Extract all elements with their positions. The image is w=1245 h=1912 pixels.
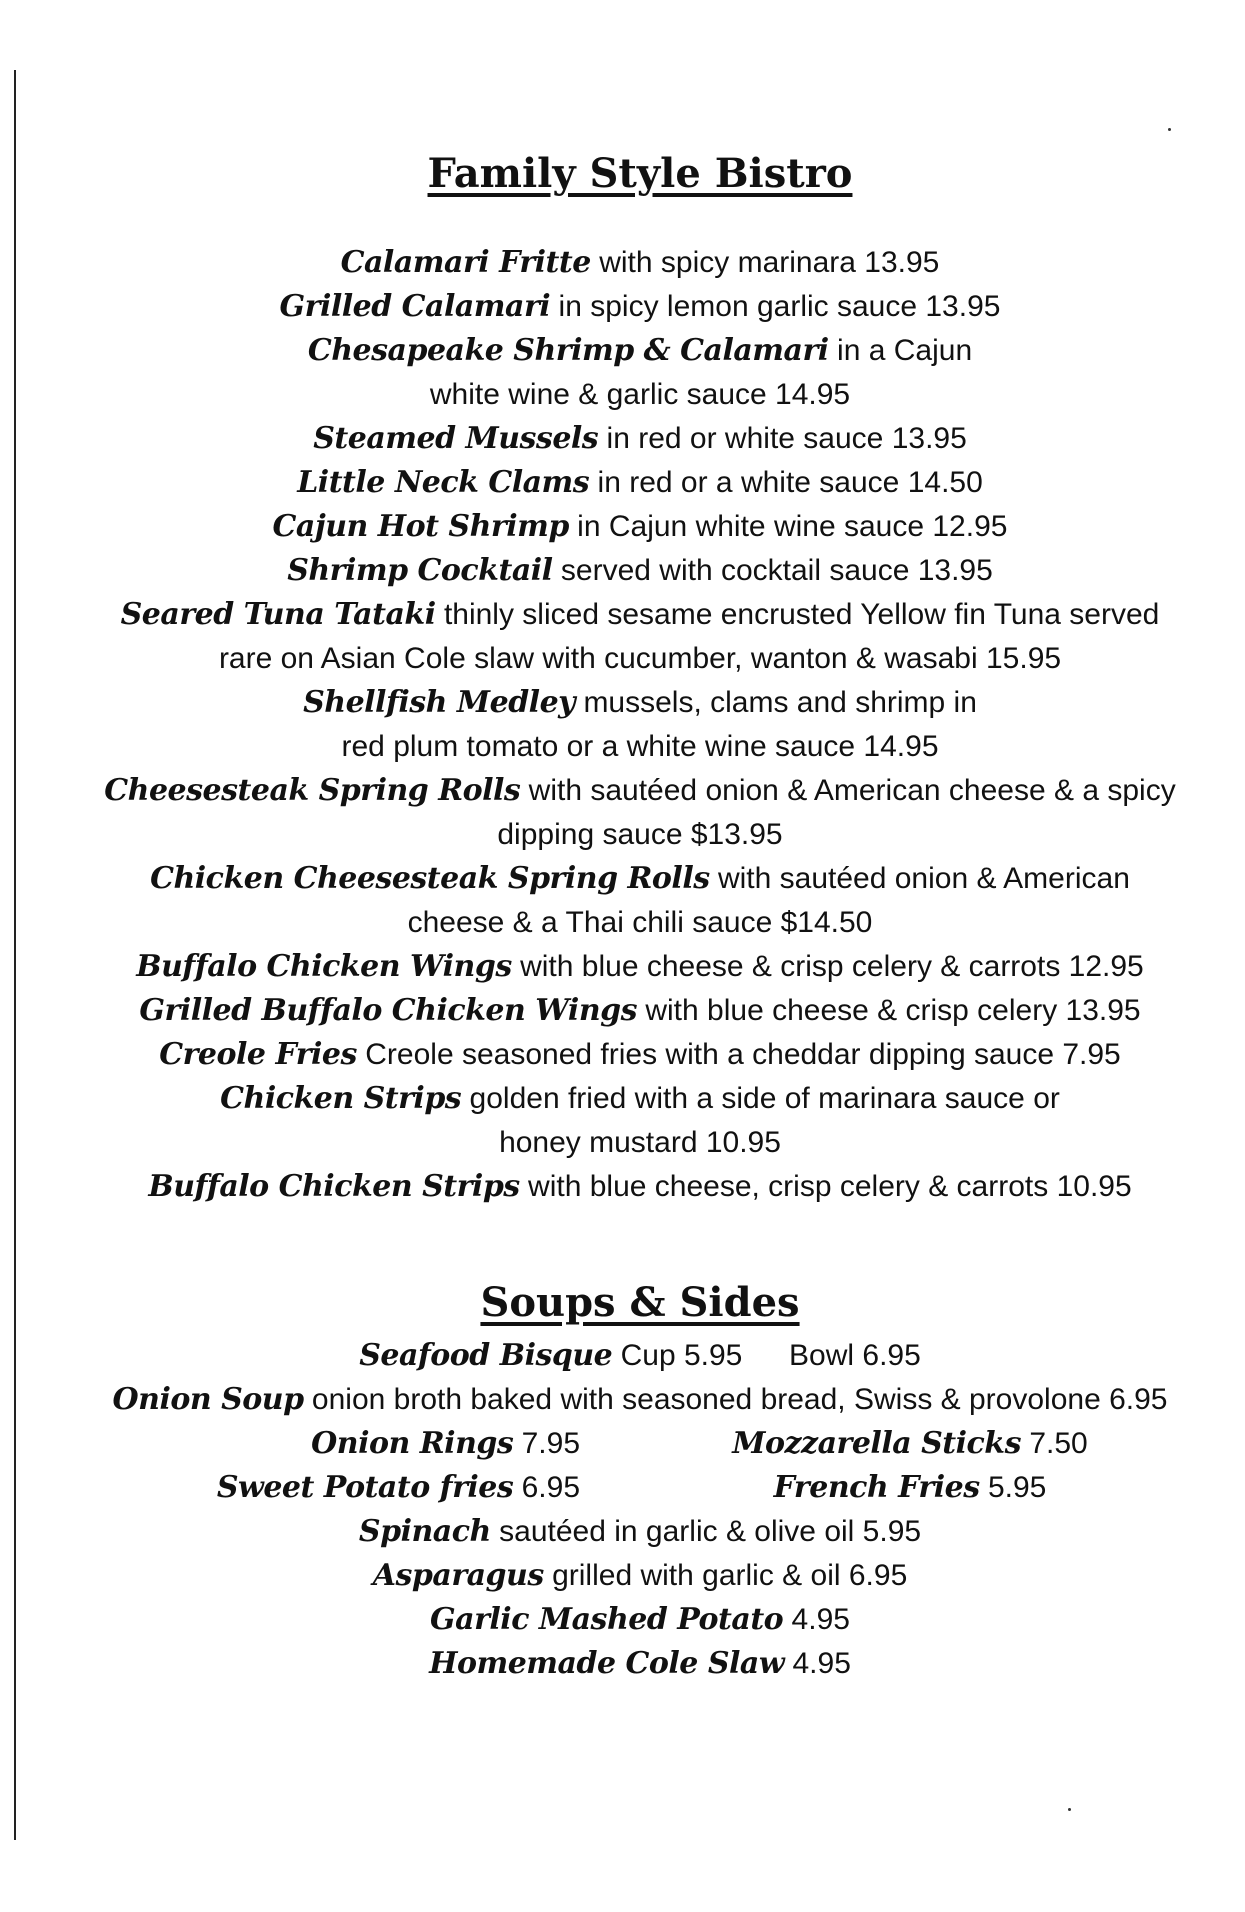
item-description-continued: honey mustard 10.95	[499, 1126, 781, 1159]
item-price: 5.95	[987, 1471, 1047, 1504]
item-name: Garlic Mashed Potato	[430, 1602, 784, 1637]
item-description: golden fried with a side of marinara sauce or	[469, 1082, 1060, 1115]
menu-item	[60, 505, 1220, 549]
item-description: 4.95	[791, 1603, 850, 1636]
item-name: Onion Soup	[112, 1382, 304, 1417]
item-name: Cajun Hot Shrimp	[272, 509, 569, 544]
item-name: Buffalo Chicken Strips	[148, 1169, 520, 1204]
item-name: Grilled Buffalo Chicken Wings	[139, 993, 637, 1028]
item-description: with blue cheese & crisp celery & carrots 12.95	[520, 950, 1144, 983]
item-description: with spicy marinara 13.95	[599, 246, 940, 279]
item-description: sautéed in garlic & olive oil 5.95	[499, 1515, 922, 1548]
item-description: with blue cheese & crisp celery 13.95	[645, 994, 1141, 1027]
menu-item	[60, 329, 1220, 373]
item-price: 7.95	[521, 1427, 580, 1460]
menu-item-pair	[60, 1466, 1220, 1510]
item-description: with sautéed onion & American cheese & a spicy	[528, 774, 1176, 807]
item-description-continued: red plum tomato or a white wine sauce 14.95	[341, 730, 939, 763]
menu-item-seafood-bisque	[60, 1334, 1220, 1378]
menu-item	[60, 989, 1220, 1033]
menu-item	[60, 1033, 1220, 1077]
item-name: Cheesesteak Spring Rolls	[104, 773, 521, 808]
menu-item	[60, 461, 1220, 505]
item-name: Steamed Mussels	[313, 421, 599, 456]
scan-speck	[1168, 128, 1171, 131]
item-description: thinly sliced sesame encrusted Yellow fin Tuna served	[443, 598, 1160, 631]
item-description: in red or white sauce 13.95	[606, 422, 967, 455]
item-name: Chicken Strips	[220, 1081, 462, 1116]
margin-rule	[14, 70, 16, 1840]
item-description: Creole seasoned fries with a cheddar dipping sauce 7.95	[365, 1038, 1121, 1071]
item-description: with sautéed onion & American	[717, 862, 1130, 895]
item-description: grilled with garlic & oil 6.95	[552, 1559, 908, 1592]
section-title-soups: Soups & Sides	[480, 1279, 800, 1326]
item-description-continued: white wine & garlic sauce 14.95	[429, 378, 851, 411]
item-name: Sweet Potato fries	[216, 1470, 514, 1505]
item-description: 4.95	[792, 1647, 851, 1680]
menu-item	[60, 1554, 1220, 1598]
menu-item	[60, 1510, 1220, 1554]
item-name: Creole Fries	[159, 1037, 357, 1072]
item-description: with blue cheese, crisp celery & carrots 10.95	[528, 1170, 1132, 1203]
menu-item	[60, 593, 1220, 637]
item-description: served with cocktail sauce 13.95	[560, 554, 993, 587]
bistro-item-list	[60, 241, 1220, 1209]
item-name: Seared Tuna Tataki	[120, 597, 436, 632]
menu-item	[60, 1077, 1220, 1121]
item-name: Shellfish Medley	[303, 685, 576, 720]
item-price: 6.95	[521, 1471, 580, 1504]
item-description: mussels, clams and shrimp in	[583, 686, 977, 719]
item-name: Calamari Fritte	[340, 245, 591, 280]
item-price: 7.50	[1029, 1427, 1088, 1460]
menu-item	[60, 769, 1220, 813]
menu-page	[60, 150, 1220, 1686]
menu-item	[60, 1642, 1220, 1686]
item-name: Chesapeake Shrimp & Calamari	[307, 333, 829, 368]
item-name: Spinach	[358, 1514, 491, 1549]
menu-item	[60, 945, 1220, 989]
item-description: onion broth baked with seasoned bread, Swiss & provolone 6.95	[311, 1383, 1168, 1416]
menu-item	[60, 1165, 1220, 1209]
menu-item	[60, 549, 1220, 593]
menu-item	[60, 857, 1220, 901]
menu-item	[60, 241, 1220, 285]
menu-item-pair	[60, 1422, 1220, 1466]
item-name: Homemade Cole Slaw	[429, 1646, 785, 1681]
item-name: Asparagus	[372, 1558, 544, 1593]
item-cup-price: Cup 5.95	[620, 1339, 743, 1372]
item-name: Chicken Cheesesteak Spring Rolls	[150, 861, 710, 896]
item-description: in red or a white sauce 14.50	[597, 466, 983, 499]
scan-speck	[1068, 1808, 1071, 1811]
section-title-bistro: Family Style Bistro	[427, 150, 853, 197]
item-description-continued: rare on Asian Cole slaw with cucumber, wanton & wasabi 15.95	[218, 642, 1062, 675]
item-description-continued: dipping sauce $13.95	[497, 818, 783, 851]
item-name: Little Neck Clams	[297, 465, 590, 500]
item-name: Onion Rings	[311, 1426, 514, 1461]
item-bowl-price: Bowl 6.95	[789, 1339, 921, 1372]
item-description: in a Cajun	[837, 334, 973, 367]
menu-item	[60, 681, 1220, 725]
item-description: in Cajun white wine sauce 12.95	[577, 510, 1008, 543]
item-name: Grilled Calamari	[279, 289, 551, 324]
menu-item	[60, 417, 1220, 461]
item-name: Buffalo Chicken Wings	[136, 949, 512, 984]
item-name: Mozzarella Sticks	[732, 1426, 1021, 1461]
sides-item-list	[60, 1510, 1220, 1686]
item-name: Seafood Bisque	[359, 1338, 613, 1373]
item-description: in spicy lemon garlic sauce 13.95	[558, 290, 1001, 323]
item-description-continued: cheese & a Thai chili sauce $14.50	[407, 906, 873, 939]
item-name: French Fries	[773, 1470, 980, 1505]
item-name: Shrimp Cocktail	[287, 553, 553, 588]
menu-item-onion-soup	[60, 1378, 1220, 1422]
menu-item	[60, 285, 1220, 329]
menu-item	[60, 1598, 1220, 1642]
